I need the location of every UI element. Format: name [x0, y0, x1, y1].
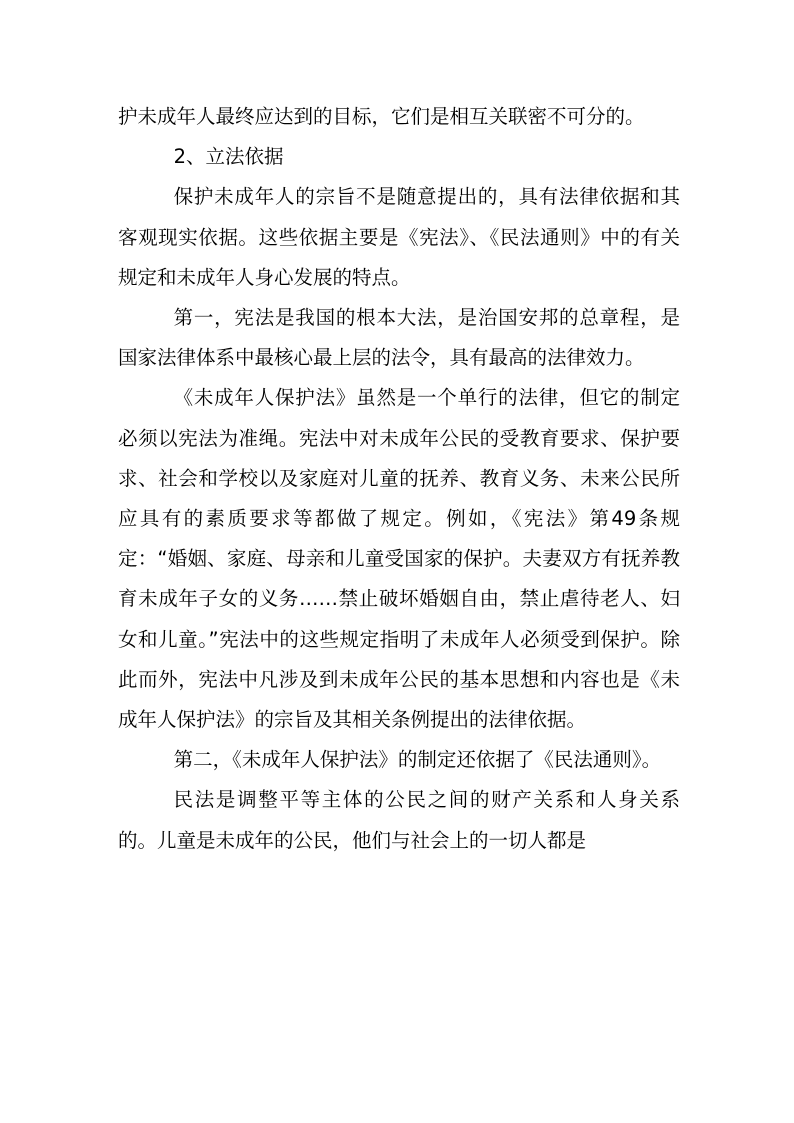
section-heading: 2、立法依据 — [173, 145, 284, 169]
paragraph: 民法是调整平等主体的公民之间的财产关系和人身关系的。儿童是未成年的公民，他们与社会上的一切人都是 — [118, 788, 680, 852]
paragraph-continuation: 护未成年人最终应达到的目标，它们是相互关联密不可分的。 — [118, 105, 645, 128]
paragraph: 第一，宪法是我国的根本大法，是治国安邦的总章程，是国家法律体系中最核心最上层的法令，具有最高的法律效力。 — [118, 306, 680, 370]
document-body — [118, 97, 680, 861]
paragraph: 第二，《未成年人保护法》的制定还依据了《民法通则》。 — [173, 748, 662, 772]
paragraph: 保护未成年人的宗旨不是随意提出的，具有法律依据和其客观现实依据。这些依据主要是《宪法》、《民法通则》中的有关规定和未成年人身心发展的特点。 — [118, 185, 680, 289]
paragraph: 《未成年人保护法》虽然是一个单行的法律，但它的制定必须以宪法为准绳。宪法中对未成年公民的受教育要求、保护要求、社会和学校以及家庭对儿童的抚养、教育义务、未来公民所应具有的素质要求等都做了规定。例如，《宪法》第49条规定：“婚姻、家庭、母亲和儿童受国家的保护。夫妻双方有抚养教育未成年子女的义务……禁止破坏婚姻自由，禁止虐待老人、妇女和儿童。”宪法中的这些规定指明了未成年人必须受到保护。除此而外，宪法中凡涉及到未成年公民的基本思想和内容也是《未成年人保护法》的宗旨及其相关条例提出的法律依据。 — [118, 386, 680, 732]
